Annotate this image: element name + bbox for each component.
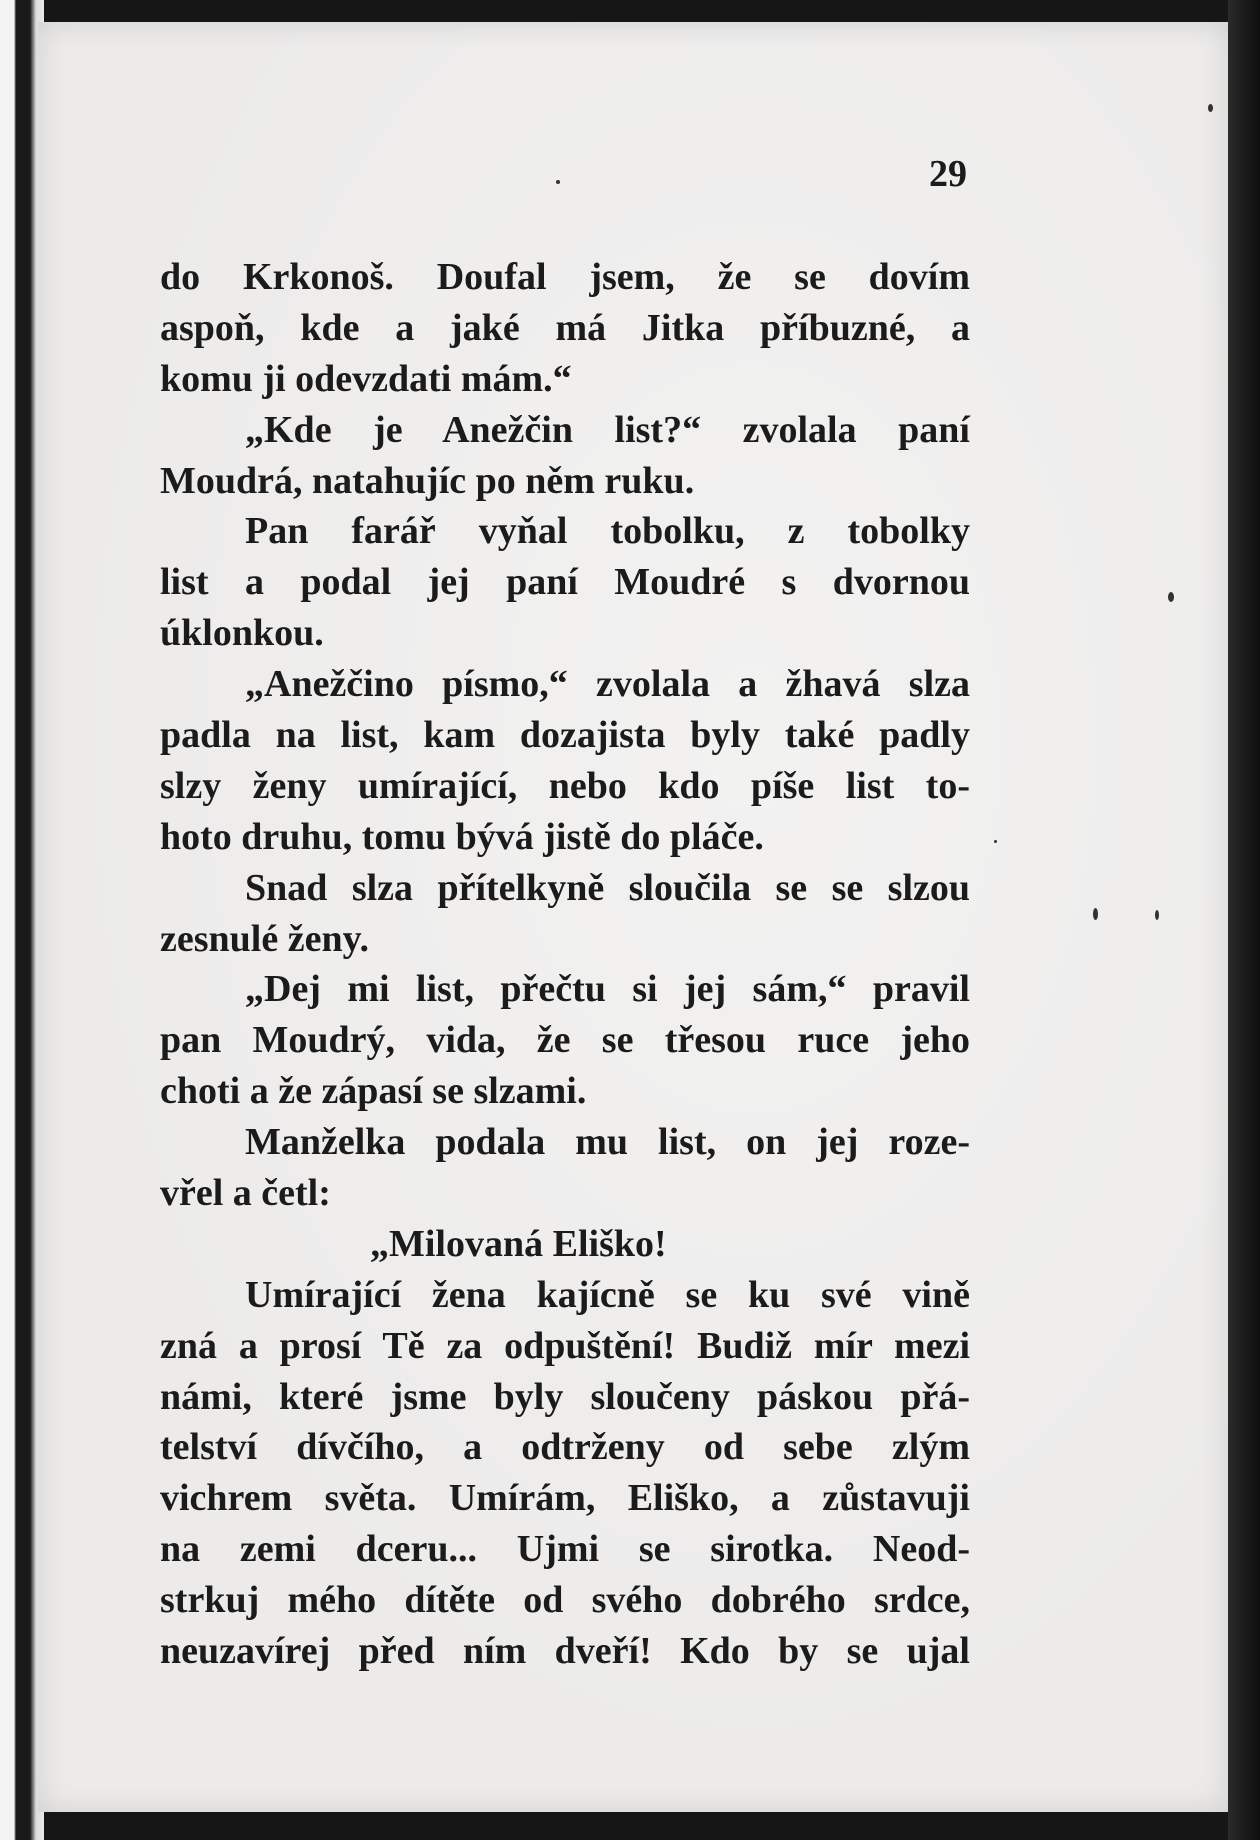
- text-line: pan Moudrý, vida, že se třesou ruce jeho: [160, 1019, 970, 1062]
- paper-speck: [1168, 592, 1174, 602]
- text-line: do Krkonoš. Doufal jsem, že se dovím: [160, 256, 970, 298]
- text-line: slzy ženy umírající, nebo kdo píše list to-: [160, 764, 970, 807]
- text-line: námi, které jsme byly sloučeny páskou přá-: [160, 1375, 970, 1418]
- paper-speck: [1208, 104, 1213, 112]
- text-line: vichrem světa. Umírám, Eliško, a zůstavuji: [160, 1477, 970, 1520]
- text-line: neuzavírej před ním dveří! Kdo by se ujal: [160, 1630, 970, 1673]
- paper-speck: [994, 840, 997, 843]
- page-edge-shadow: [1228, 0, 1260, 1840]
- text-line: na zemi dceru... Ujmi se sirotka. Neod-: [160, 1528, 970, 1571]
- text-line: Pan farář vyňal tobolku, z tobolky: [245, 510, 970, 553]
- text-line: Umírající žena kajícně se ku své vině: [245, 1273, 970, 1316]
- text-line: úklonkou.: [160, 612, 324, 655]
- text-line: Moudrá, natahujíc po něm ruku.: [160, 459, 695, 502]
- paper-speck: [556, 180, 560, 184]
- text-line: strkuj mého dítěte od svého dobrého srdce,: [160, 1579, 970, 1622]
- text-line: hoto druhu, tomu bývá jistě do pláče.: [160, 815, 764, 858]
- text-line: list a podal jej paní Moudré s dvornou: [160, 561, 970, 604]
- text-line: vřel a četl:: [160, 1172, 331, 1215]
- text-line: telství dívčího, a odtrženy od sebe zlým: [160, 1426, 970, 1469]
- text-line: aspoň, kde a jaké má Jitka příbuzné, a: [160, 306, 970, 349]
- text-line: zná a prosí Tě za odpuštění! Budiž mír mezi: [160, 1324, 970, 1367]
- text-line: Snad slza přítelkyně sloučila se se slzou: [245, 866, 970, 909]
- text-line: komu ji odevzdati mám.“: [160, 357, 572, 400]
- text-line: zesnulé ženy.: [160, 917, 369, 960]
- letter-salutation: „Milovaná Eliško!: [370, 1222, 667, 1265]
- paper-speck: [1155, 910, 1159, 920]
- page-number: 29: [929, 153, 967, 195]
- text-line: „Kde je Anežčin list?“ zvolala paní: [245, 408, 970, 451]
- text-line: „Dej mi list, přečtu si jej sám,“ pravil: [245, 968, 970, 1011]
- body-text: [160, 252, 970, 1677]
- text-line: choti a že zápasí se slzami.: [160, 1070, 587, 1113]
- paper-speck: [1093, 908, 1098, 920]
- text-line: padla na list, kam dozajista byly také padly: [160, 714, 970, 757]
- text-line: „Anežčino písmo,“ zvolala a žhavá slza: [245, 663, 970, 706]
- text-line: Manželka podala mu list, on jej roze-: [245, 1121, 970, 1164]
